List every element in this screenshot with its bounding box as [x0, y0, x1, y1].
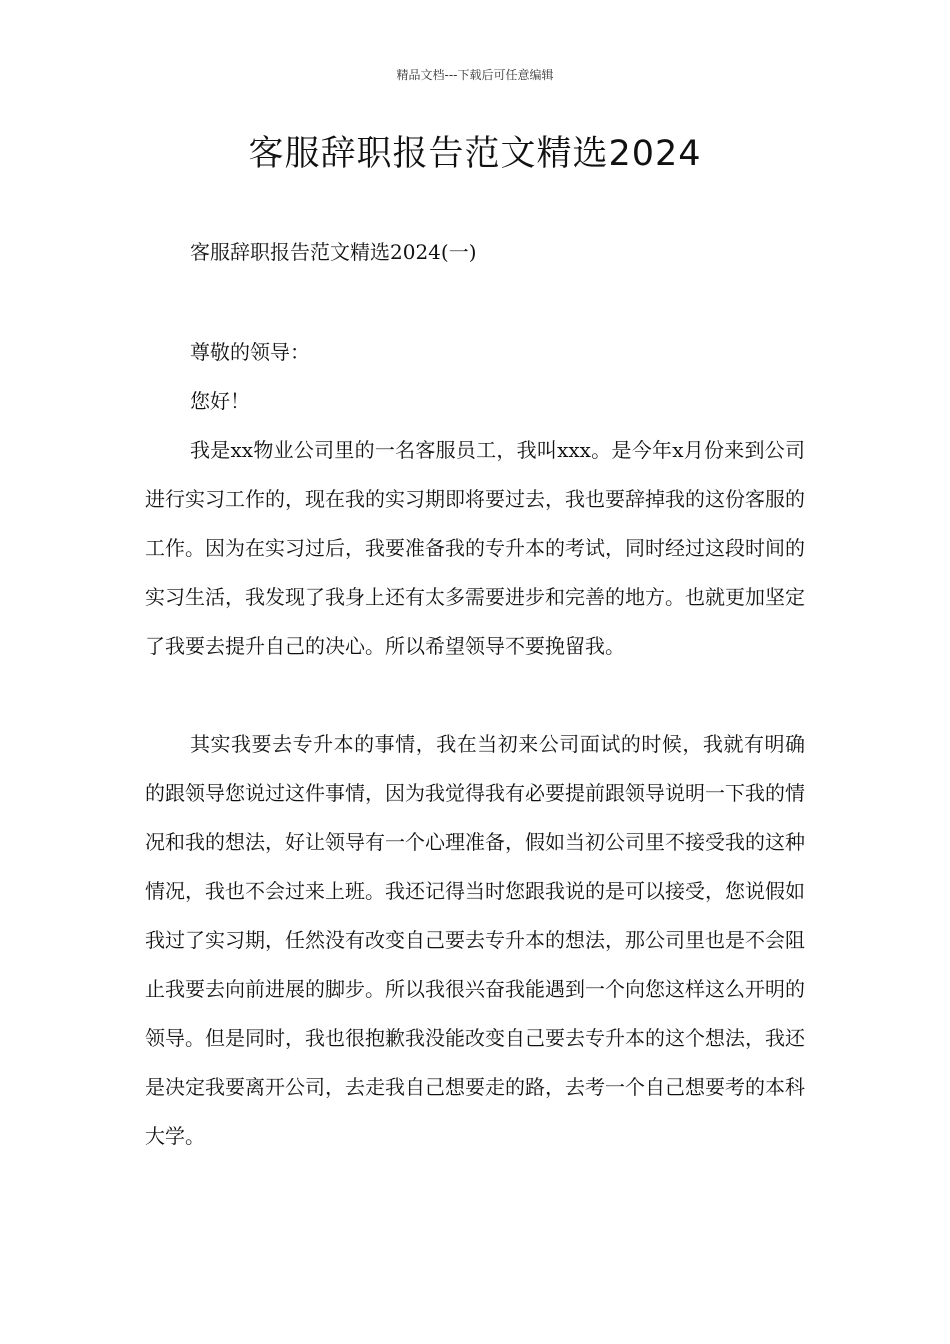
paragraph-1: 我是xx物业公司里的一名客服员工，我叫xxx。是今年x月份来到公司进行实习工作的，现在我的实习期即将要过去，我也要辞掉我的这份客服的工作。因为在实习过后，我要准备我的专升本的考试，同时经过这段时间的实习生活，我发现了我身上还有太多需要进步和完善的地方。也就更加坚定了我要去提升自己的决心。所以希望领导不要挽留我。 — [145, 438, 805, 658]
header-note: 精品文档---下载后可任意编辑 — [396, 68, 554, 82]
document-title: 客服辞职报告范文精选2024 — [248, 134, 702, 174]
paragraph-2: 其实我要去专升本的事情，我在当初来公司面试的时候，我就有明确的跟领导您说过这件事情，因为我觉得我有必要提前跟领导说明一下我的情况和我的想法，好让领导有一个心理准备，假如当初公司里不接受我的这种情况，我也不会过来上班。我还记得当时您跟我说的是可以接受，您说假如我过了实习期，任然没有改变自己要去专升本的想法，那公司里也是不会阻止我要去向前进展的脚步。所以我很兴奋我能遇到一个向您这样这么开明的领导。但是同时，我也很抱歉我没能改变自己要去专升本的这个想法，我还是决定我要离开公司，去走我自己想要走的路，去考一个自己想要考的本科大学。 — [145, 732, 805, 1148]
salutation: 尊敬的领导： — [190, 340, 310, 364]
section-subtitle: 客服辞职报告范文精选2024(一) — [190, 240, 477, 264]
greeting: 您好！ — [190, 389, 250, 413]
